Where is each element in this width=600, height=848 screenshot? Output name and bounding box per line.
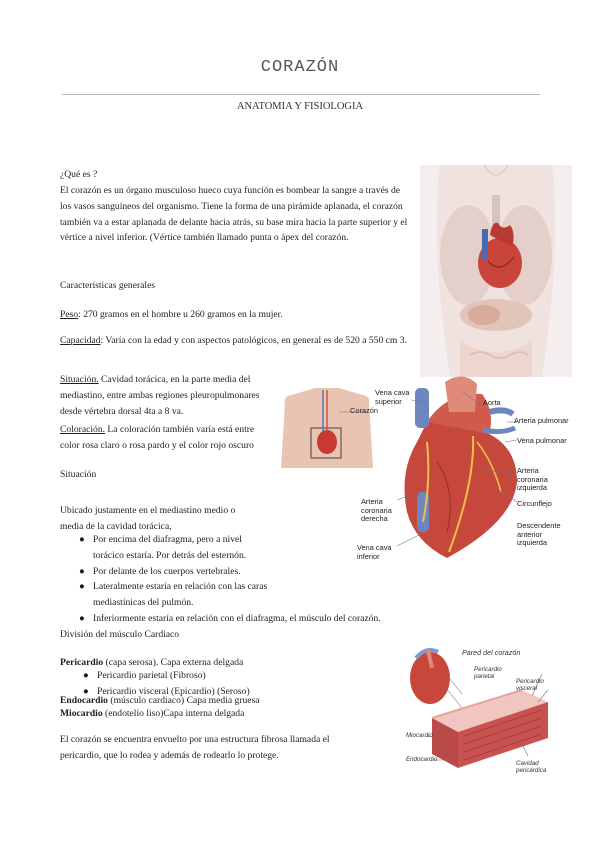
list-item: ● Pericardio parietal (Fibroso) — [97, 668, 397, 684]
list-item: ● Pericardio visceral (Epicardio) (Seroso) — [97, 684, 397, 700]
label-arteria-coronaria-izquierda: Arteria coronaria izquierda — [517, 466, 548, 492]
endocardio-label: Endocardio — [60, 695, 108, 706]
list-item: ● Por encima del diafragma, pero a nivel torácico estaría. Por detrás del esternón. — [79, 534, 247, 561]
capacidad-label: Capacidad — [60, 335, 101, 346]
page-subtitle: ANATOMIA Y FISIOLOGIA — [236, 101, 364, 112]
situacion-bullet-list — [79, 532, 413, 627]
label-aorta: Aorta — [483, 398, 501, 407]
capacidad-text: : Varía con la edad y con aspectos patológicos, en general es de 520 a 550 cm 3. — [100, 335, 407, 346]
label-miocardio: Miocardio — [406, 732, 433, 739]
list-item: ● Por delante de los cuerpos vertebrales. — [93, 564, 413, 580]
list-item: ● Inferiormente estaría en relación con el diafragma, el músculo del corazón. — [93, 611, 423, 627]
page-title: CORAZÓN — [260, 58, 340, 77]
label-cavidad: Cavidad pericárdica — [516, 760, 547, 774]
label-vena-cava-inferior: Vena cava inferior — [357, 543, 392, 561]
miocardio-text: (endotelio liso)Capa interna delgada — [102, 708, 245, 719]
label-arteria-coronaria-derecha: Arteria coronaria derecha — [361, 497, 392, 523]
situacion-intro: Ubicado justamente en el mediastino medio o media de la cavidad torácica, — [60, 505, 236, 532]
label-arteria-pulmonar: Arteria pulmonar — [514, 416, 569, 425]
peso-label: Peso — [60, 309, 79, 320]
bullet-icon: ● — [79, 534, 85, 545]
title-divider — [62, 94, 540, 95]
miocardio-label: Miocardio — [60, 708, 103, 719]
situacion-label: Situación. — [60, 374, 99, 385]
closing-paragraph: El corazón se encuentra envuelto por una estructura fibrosa llamada el pericardio, que lo rodea y además de rodearlo lo protege. — [60, 734, 330, 761]
situacion-text: Cavidad torácica, en la parte media del mediastino, entre ambas regiones pleuropulmonares desde vértebra dorsal 4ta a 8 va. — [60, 374, 260, 417]
que-es-heading: ¿Qué es ? — [60, 169, 98, 180]
miocardio-line — [60, 706, 400, 722]
bullet-icon: ● — [83, 670, 89, 681]
label-vena-cava-superior: Vena cava superior — [375, 388, 410, 406]
bullet-icon: ● — [83, 685, 89, 697]
bullet-icon: ● — [79, 612, 85, 624]
situacion-paragraph — [60, 372, 272, 419]
pericardio-text: (capa serosa). Capa externa delgada — [103, 657, 244, 668]
label-wall-title: Pared del corazón — [462, 648, 521, 657]
peso-text: : 270 gramos en el hombre u 260 gramos en la mujer. — [78, 309, 283, 320]
label-pericardio-parietal: Pericardio parietal — [474, 666, 502, 680]
label-pericardio-visceral: Pericardio visceral — [516, 678, 544, 692]
label-circunflejo: Circunflejo — [517, 499, 552, 508]
pericardio-label: Pericardio — [60, 657, 104, 668]
bullet-icon: ● — [79, 565, 85, 577]
coloracion-text: La coloración también varía está entre color rosa claro o rosa pardo y el color rojo oscuro — [60, 424, 255, 451]
peso-paragraph — [60, 307, 410, 323]
label-corazon: Corazón — [350, 406, 378, 415]
caracteristicas-heading: Características generales — [60, 280, 156, 291]
torso-heart-illustration — [420, 165, 572, 377]
heart-wall-illustration — [402, 644, 570, 782]
coloracion-paragraph — [60, 422, 272, 454]
endocardio-text: (músculo cardiaco) Capa media gruesa — [107, 695, 260, 706]
que-es-body: El corazón es un órgano musculoso hueco cuya función es bombear la sangre a través de los vasos sanguíneos del organismo. Tiene la forma de una pirámide aplanada, el corazón también va a estar aplanada de delante hacia atrás, su base mira hacia la parte superior y el vértice a nivel inferior. (Vértice también llamado punta o ápex del corazón. — [60, 185, 408, 244]
label-endocardio: Endocardio — [406, 756, 438, 763]
bullet-icon: ● — [79, 581, 85, 593]
capacidad-paragraph — [60, 333, 410, 349]
label-descendente-anterior: Descendente anterior izquierda — [517, 521, 561, 547]
division-heading: División del músculo Cardiaco — [60, 629, 180, 640]
label-vena-pulmonar: Vena pulmonar — [517, 436, 567, 445]
coloracion-label: Coloración. — [60, 424, 106, 435]
list-item: ● Lateralmente estaría en relación con las caras mediastínicas del pulmón. — [79, 581, 268, 609]
situacion-heading: Situación — [60, 469, 97, 480]
